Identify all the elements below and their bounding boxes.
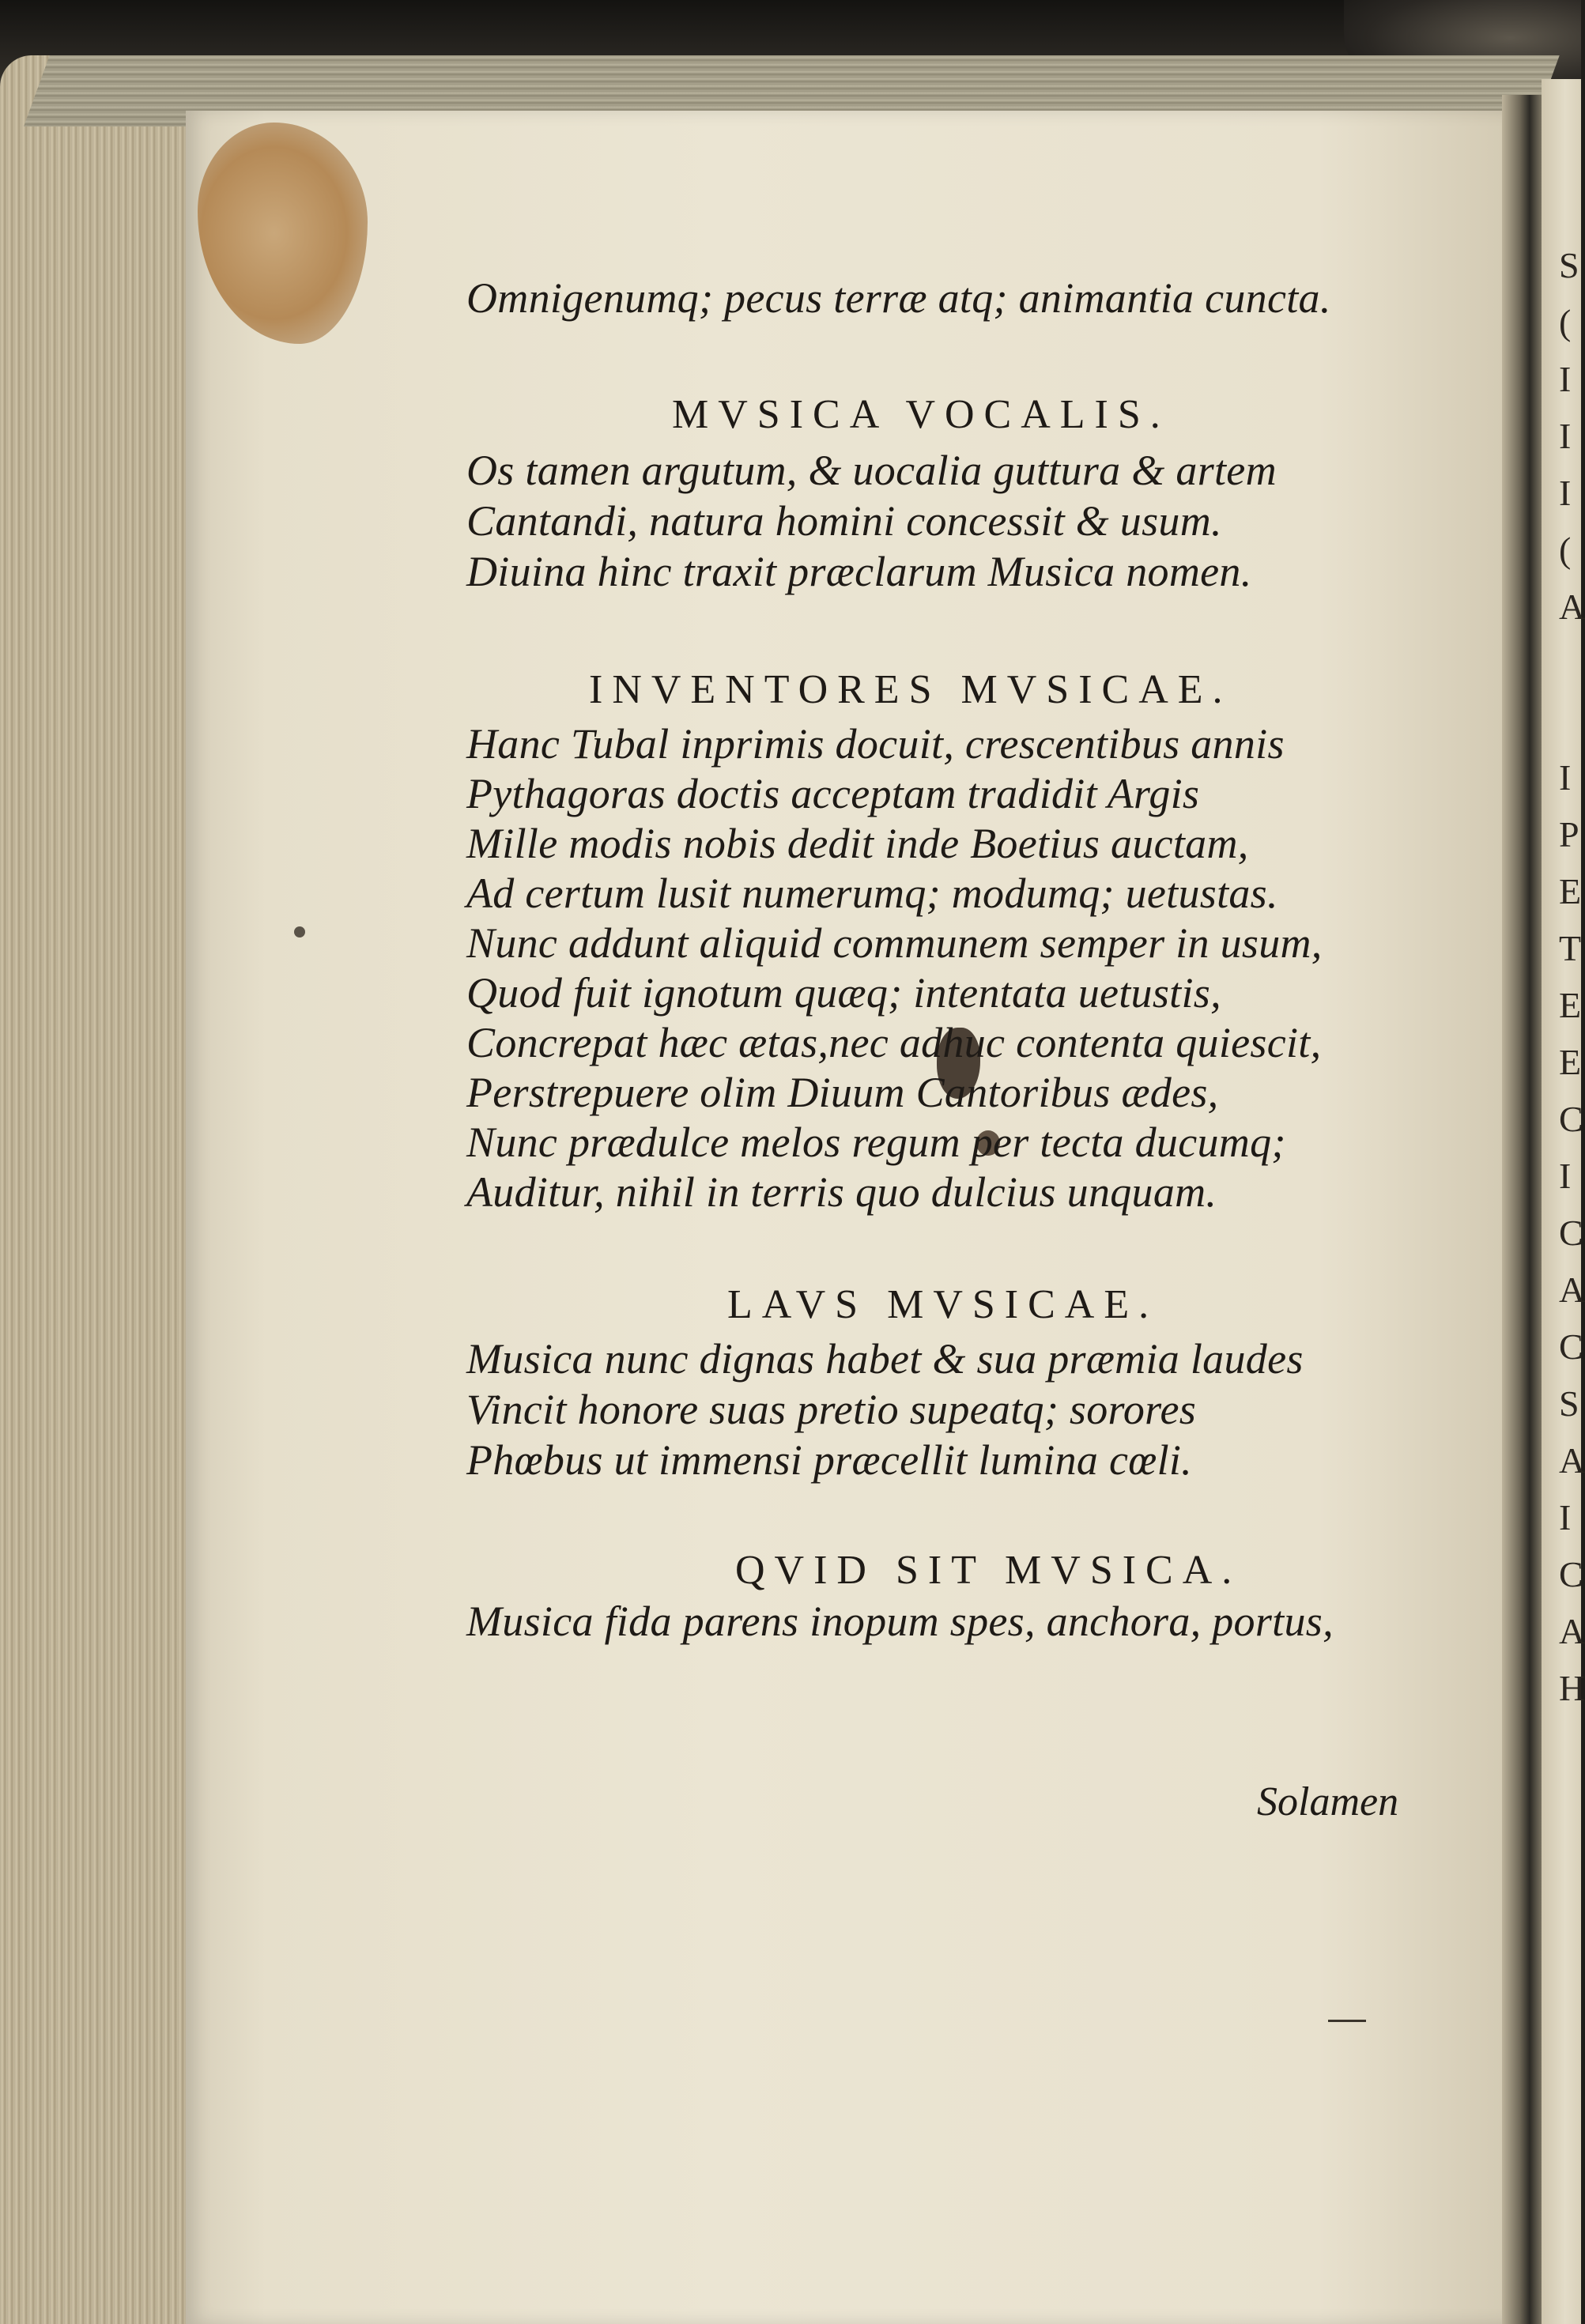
verse-line: Os tamen argutum, & uocalia guttura & artem	[466, 447, 1277, 494]
section-laus-musicae	[466, 1334, 1415, 1485]
heading-laus-musicae: LAVS MVSICAE.	[727, 1282, 1159, 1327]
text-block	[466, 273, 1415, 1647]
next-page-letter: (	[1559, 530, 1572, 570]
heading-quid-sit-musica: QVID SIT MVSICA.	[735, 1548, 1242, 1593]
next-page-letter: A	[1559, 1440, 1585, 1481]
next-page-letter: C	[1559, 1213, 1583, 1253]
next-page-letter: T	[1559, 928, 1582, 968]
next-page-letter: A	[1559, 1270, 1585, 1310]
section-inventores-musicae	[466, 719, 1415, 1217]
next-page-letter: E	[1559, 1042, 1582, 1082]
next-page-letter: I	[1559, 416, 1572, 456]
verse-line: Pythagoras doctis acceptam tradidit Argis	[466, 770, 1200, 817]
verse-line: Mille modis nobis dedit inde Boetius auctam,	[466, 820, 1249, 867]
verse-line: Nunc prædulce melos regum per tecta ducumq;	[466, 1119, 1286, 1166]
section-quid-sit-musica	[466, 1596, 1415, 1647]
verse-line: Musica nunc dignas habet & sua præmia laudes	[466, 1335, 1304, 1383]
next-page-letter: S	[1559, 245, 1579, 285]
next-page-letter: E	[1559, 871, 1582, 911]
next-page-letter: C	[1559, 1554, 1583, 1594]
book-gutter	[1502, 95, 1542, 2324]
paper-speck	[294, 926, 305, 938]
verse-line: Quod fuit ignotum quæq; intentata uetustis,	[466, 969, 1221, 1017]
verse-line: Nunc addunt aliquid communem semper in usum,	[466, 919, 1323, 967]
next-page-letters	[1559, 237, 1585, 1717]
next-page-letter: I	[1559, 1497, 1572, 1537]
next-page-letter	[1559, 692, 1581, 749]
next-page-letter: P	[1559, 814, 1579, 855]
next-page-letter	[1559, 636, 1581, 692]
first-line: Omnigenumq; pecus terræ atq; animantia cuncta.	[466, 274, 1331, 322]
verse-line: Phœbus ut immensi præcellit lumina cœli.	[466, 1436, 1192, 1484]
page-edges	[0, 55, 206, 2324]
next-page-letter: I	[1559, 1156, 1572, 1196]
next-page-letter: I	[1559, 473, 1572, 513]
next-page-letter: I	[1559, 757, 1572, 798]
verse-line: Ad certum lusit numerumq; modumq; uetustas.	[466, 870, 1278, 917]
verse-line: Auditur, nihil in terris quo dulcius unquam.	[466, 1168, 1217, 1216]
next-page-letter: A	[1559, 587, 1585, 627]
verse-line: Hanc Tubal inprimis docuit, crescentibus annis	[466, 720, 1285, 768]
next-page-letter: C	[1559, 1326, 1583, 1367]
next-page-letter: C	[1559, 1099, 1583, 1139]
verse-line: Perstrepuere olim Diuum Cantoribus ædes,	[466, 1069, 1219, 1116]
verse-line: Musica fida parens inopum spes, anchora, portus,	[466, 1598, 1334, 1645]
verse-line: Vincit honore suas pretio supeatq; sorores	[466, 1386, 1197, 1433]
next-page-letter: E	[1559, 985, 1582, 1025]
next-page-letter: H	[1559, 1668, 1585, 1708]
dash-mark	[1328, 2020, 1366, 2022]
section-musica-vocalis	[466, 445, 1415, 597]
verse-line: Diuina hinc traxit præclarum Musica nomen.	[466, 548, 1252, 595]
heading-inventores-musicae: INVENTORES MVSICAE.	[589, 667, 1232, 712]
verse-line: Concrepat hæc ætas,nec adhuc contenta quiescit,	[466, 1019, 1322, 1066]
next-page-letter: (	[1559, 302, 1572, 342]
verse-line: Cantandi, natura homini concessit & usum.	[466, 497, 1222, 545]
next-page-letter: A	[1559, 1611, 1585, 1651]
catchword: Solamen	[1257, 1779, 1399, 1824]
next-page-letter: I	[1559, 359, 1572, 399]
next-page-letter: S	[1559, 1383, 1579, 1424]
heading-musica-vocalis: MVSICA VOCALIS.	[672, 392, 1170, 437]
